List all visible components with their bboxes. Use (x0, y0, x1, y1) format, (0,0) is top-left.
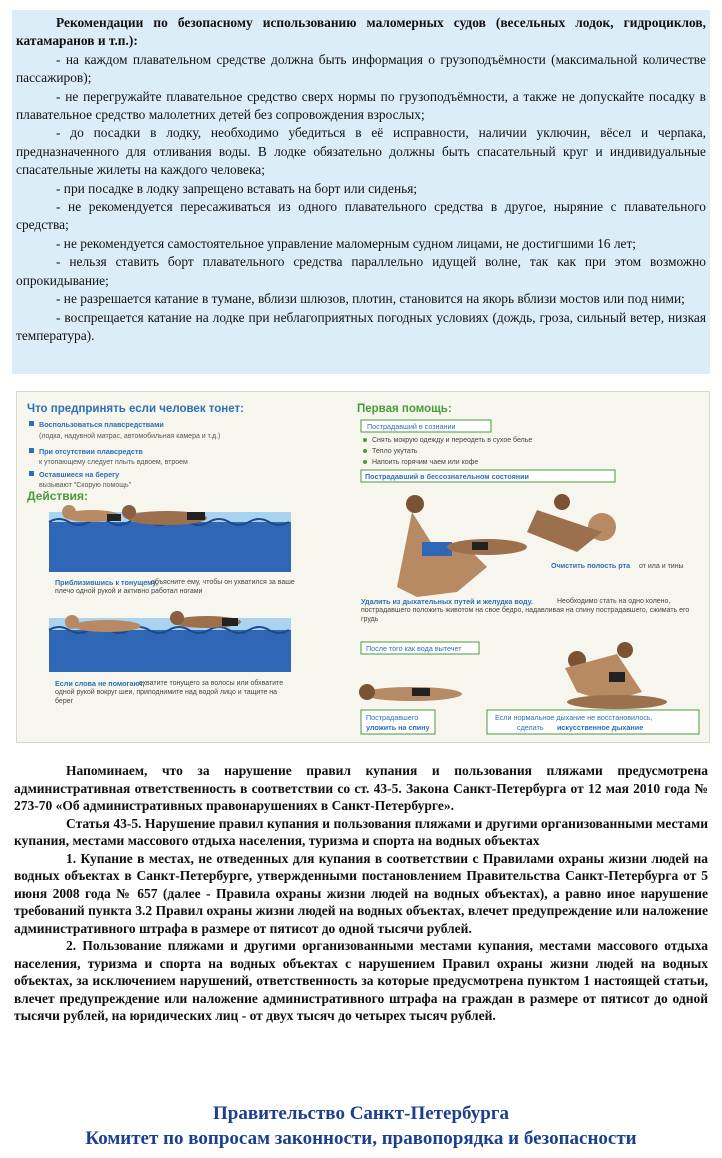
recommendation-item: - до посадки в лодку, необходимо убедиться в её исправности, наличии уключин, вёсел и черпака, предназначенного для отливания воды. В лодке обязательно должны быть спасательный круг и индивидуальные спасательные жилеты на каждого человека; (16, 125, 706, 178)
bullet-rest: вызывают "Скорую помощь" (39, 482, 132, 489)
right-title: Первая помощь: (357, 403, 452, 415)
bullet-square-icon (29, 448, 34, 453)
swimmer-rescue-illustration (49, 611, 291, 672)
infographic-canvas (17, 392, 709, 742)
recommendation-item: - не рекомендуется пересаживаться из одного плавательного средства в другое, ныряние с плавательного средства; (16, 199, 706, 233)
bullet-square-icon (29, 421, 34, 426)
bullet-rest: (лодка, надувной матрас, автомобильная камера и т.д.) (39, 433, 221, 440)
unconscious-label: Пострадавший в бессознательном состоянии (365, 472, 529, 481)
caption-cpr-line1: Если нормальное дыхание не восстановилось, (495, 713, 653, 722)
artificial-respiration-illustration (565, 642, 667, 709)
drowning-first-aid-infographic (16, 391, 710, 743)
actions-title: Действия: (27, 489, 89, 503)
lying-on-back-illustration (359, 684, 462, 701)
conscious-item: Напоить горячим чаем или кофе (372, 459, 479, 466)
bullet-dot-icon (363, 438, 367, 442)
airway-clearing-illustration (397, 495, 527, 597)
caption-grab: схватите тонущего за волосы или обхватите одной рукой вокруг шеи, приподнимите над водой лицо и тащите на берег (55, 680, 284, 705)
law-paragraph: Напоминаем, что за нарушение правил купания и пользования пляжами предусмотрена административная ответственность в соответствии со ст. 43-5. Закона Санкт-Петербурга от 12 мая 2010 года № 273-70 «Об административных правонарушениях в Санкт-Петербурге». (14, 763, 708, 813)
recommendation-item: - воспрещается катание на лодке при неблагоприятных погодных условиях (дождь, гроза, сильный ветер, низкая температура). (16, 309, 706, 343)
after-water-label: После того как вода вытечет (366, 644, 462, 653)
caption-grab-em: Если слова не помогают, (55, 679, 145, 688)
conscious-item: Снять мокрую одежду и переодеть в сухое белье (372, 437, 533, 444)
law-paragraph: 2. Пользование пляжами и другими организованными местами купания, местами массового отдыха населения, туризма и спорта на водных объектах с нарушением Правил охраны жизни людей на водных объектах, за исключением нарушений, ответственность за которые предусмотрена пунктом 1 настоящей статьи, влечет предупреждение или наложение административного штрафа на граждан в размере от пятисот до одной тысячи рублей, на юридических лиц - от двух тысяч до четырех тысяч рублей. (14, 938, 708, 1023)
caption-airways-em: Удалить из дыхательных путей и желудка воду. (361, 597, 534, 606)
svg-text:Воспользоваться плавсредствами (39, 420, 164, 429)
conscious-items (363, 436, 532, 466)
law-paragraph: 1. Купание в местах, не отведенных для купания в соответствии с Правилами охраны жизни людей на водных объектах в Санкт-Петербурге, утвержденными постановлением Правительства Санкт-Петербурга от 5 июня 2008 года № 657 (далее - Правила охраны жизни людей на водных объектах), а равно иное нарушение требований пункта 3.2 Правил охраны жизни людей на водных объектах, влечет предупреждение или наложение административного штрафа в размере от пятисот до одной тысячи рублей. (14, 850, 708, 936)
caption-mouth-rest: от ила и тины (639, 563, 684, 570)
bullet-em: При отсутствии плавсредств (39, 447, 143, 456)
bullet-em: Оставшиеся на берегу (39, 470, 120, 479)
bullet-rest: к утопающему следует плыть вдвоем, втроем (39, 459, 188, 466)
bullet-square-icon (29, 471, 34, 476)
mouth-cleaning-illustration (527, 494, 616, 552)
administrative-liability-text (14, 762, 708, 1025)
recommendations-title: Рекомендации по безопасному использованию маломерных судов (весельных лодок, гидроциклов, катамаранов и т.п.): (16, 15, 706, 49)
recommendation-item: - не разрешается катание в тумане, вблизи шлюзов, плотин, становится на якорь вблизи мостов или под ними; (56, 291, 685, 307)
caption-approach-em: Приблизившись к тонущему, (55, 578, 158, 587)
caption-airways: Необходимо стать на одно колено, пострадавшего положить животом на свое бедро, надавливая на спину пострадавшего, сжимать его грудь (361, 598, 690, 623)
recommendation-item: - нельзя ставить борт плавательного средства параллельно идущей волне, так как при этом возможно опрокидывание; (16, 254, 706, 288)
recommendation-item: - не перегружайте плавательное средство сверх нормы по грузоподъёмности, а также не допускайте посадку в плавательное средство малолетних детей без сопровождения взрослых; (16, 88, 706, 123)
caption-approach: объясните ему, чтобы он ухватился за ваше плечо одной рукой и активно работал ногами (55, 579, 295, 595)
footer-committee: Комитет по вопросам законности, правопорядка и безопасности (85, 1128, 637, 1149)
caption-back-line2: уложить на спину (366, 723, 430, 732)
recommendation-item: - при посадке в лодку запрещено вставать на борт или сиденья; (56, 180, 418, 196)
conscious-item: Тепло укутать (372, 448, 418, 455)
bullet-em: Воспользоваться плавсредствами (39, 420, 164, 429)
caption-back-line1: Пострадавшего (366, 713, 419, 722)
caption-cpr-em: искусственное дыхание (557, 723, 644, 732)
left-bullets (29, 420, 164, 479)
issuer-footer (0, 1101, 722, 1151)
bullet-dot-icon (363, 449, 367, 453)
recommendation-item: - на каждом плавательном средстве должна быть информация о грузоподъёмности (максимальной количестве пассажиров); (16, 51, 706, 86)
boat-safety-recommendations (12, 10, 710, 374)
law-article-title: Статья 43-5. Нарушение правил купания и пользования пляжами и другими организованными местами купания, местами массового отдыха населения, туризма и спорта на водных объектах (14, 815, 708, 848)
left-title: Что предпринять если человек тонет: (27, 403, 244, 415)
caption-cpr-plain: сделать (517, 723, 544, 732)
footer-government: Правительство Санкт-Петербурга (213, 1103, 509, 1124)
swimmer-approach-illustration (49, 505, 291, 572)
recommendation-item: - не рекомендуется самостоятельное управление маломерным судном лицами, не достигшими 16 лет; (56, 235, 637, 251)
conscious-label: Пострадавший в сознании (367, 422, 456, 431)
bullet-dot-icon (363, 460, 367, 464)
caption-mouth-em: Очистить полость рта (551, 561, 631, 570)
